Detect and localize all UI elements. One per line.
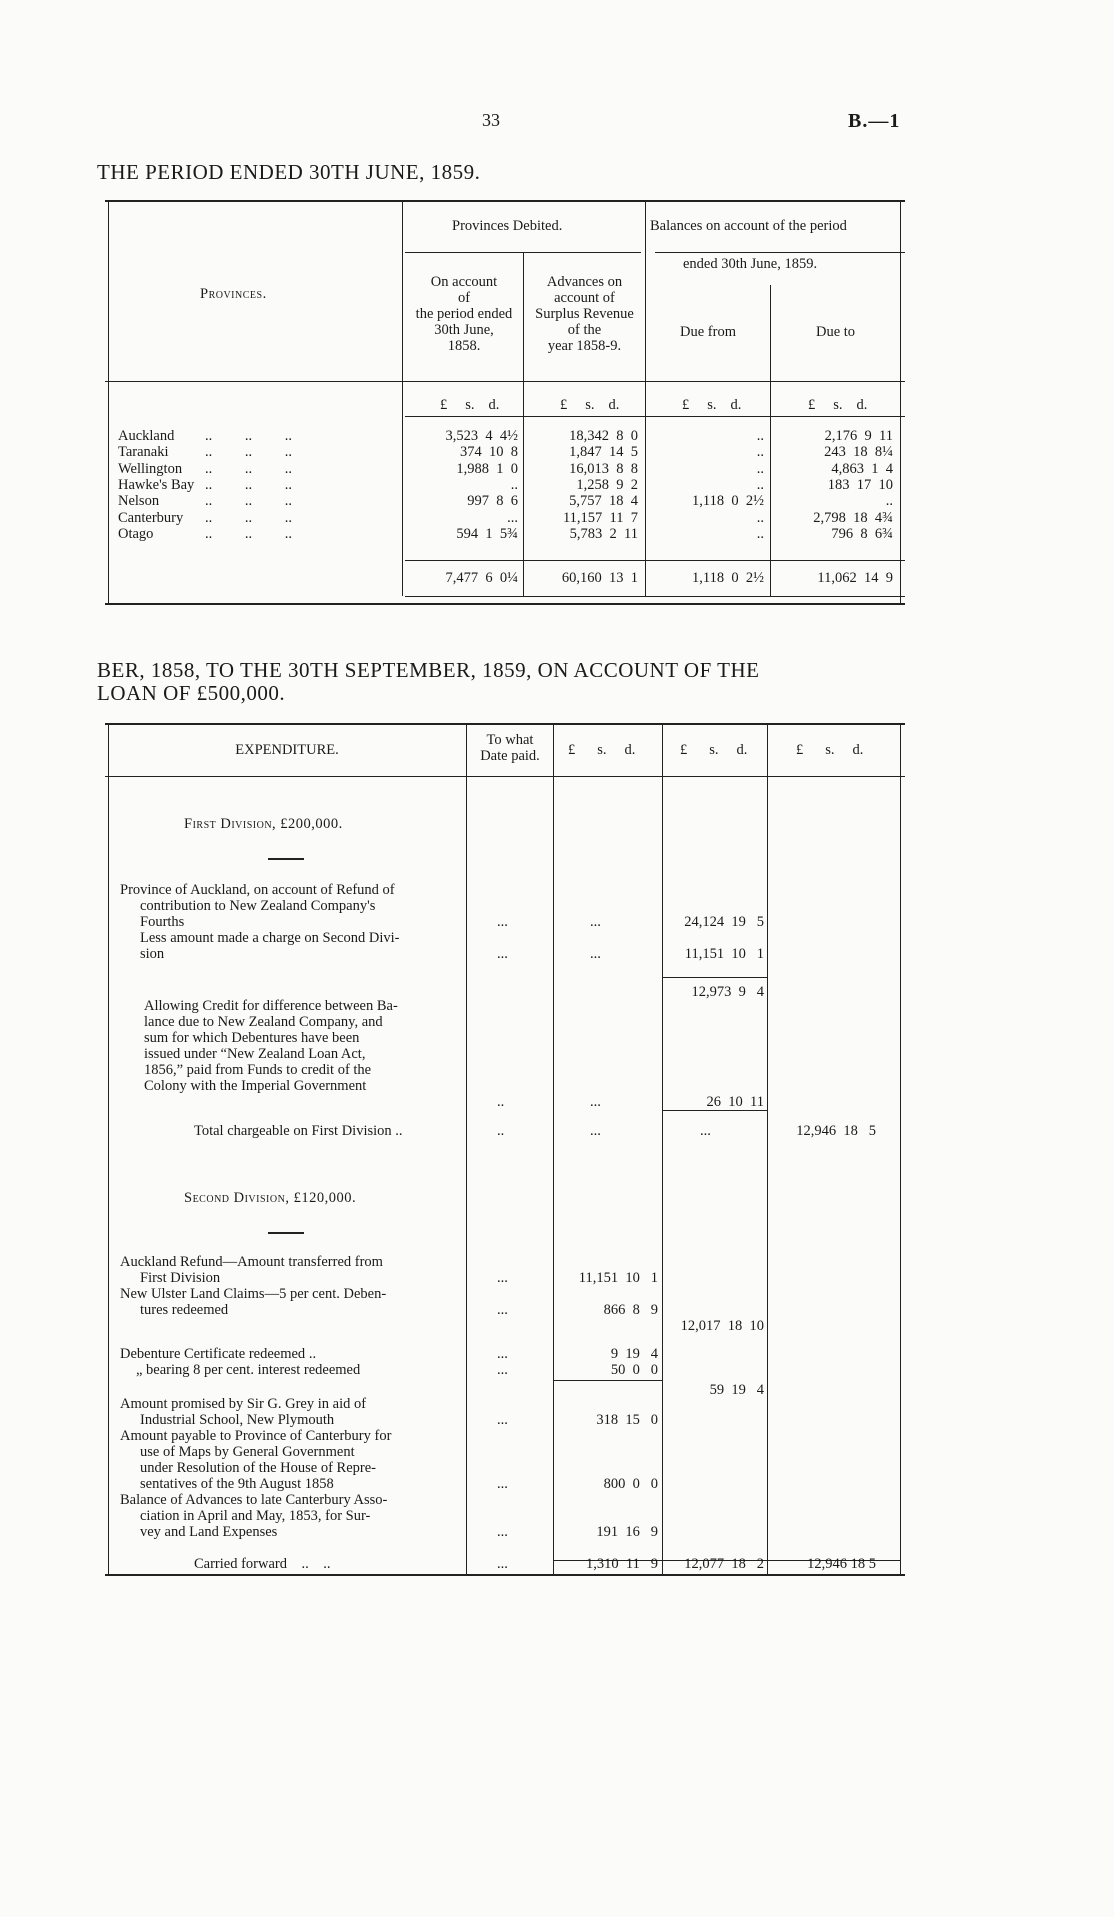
col-due-to-header: Due to [815,324,856,340]
table2-title-line-1: BER, 1858, TO THE 30TH SEPTEMBER, 1859, ON ACCOUNT OF THE [97,658,760,682]
leader-dots: .. .. .. [205,525,292,542]
ellipsis: ... [497,1270,508,1286]
total-cell: 60,160 13 1 [561,570,638,586]
carried-forward-amount-2: 12,077 18 2 [684,1556,764,1572]
province-name: Auckland [118,428,175,444]
entry-8-amount: 50 0 0 [610,1362,658,1378]
province-name: Wellington [118,460,183,477]
ellipsis: ... [497,946,508,962]
entry-3-amount: 26 10 11 [706,1094,764,1110]
ellipsis: ... [590,946,601,962]
ellipsis: ... [590,1123,601,1139]
amount-cell: 5,757 18 4 [569,493,638,510]
entry-5-amount: 11,151 10 1 [578,1270,658,1286]
table1-title: THE PERIOD ENDED 30TH JUNE, 1859. [97,160,481,184]
ellipsis: ... [497,914,508,930]
col-on-account-header: On account of the period ended 30th June, 1858. [415,274,513,354]
amount-cell: 594 1 5¾ [456,525,518,542]
entry-10-amount: 800 0 0 [603,1476,658,1492]
currency-header-7: £ s. d. [796,742,864,758]
col-provinces-header: Provinces. [200,286,267,302]
first-division-heading: First Division, £200,000. [184,816,343,832]
amount-cell: ... [507,509,518,526]
group-balances-header: Balances on account of the period [650,218,847,234]
amount-cell: .. [756,509,764,526]
entry-9: Amount promised by Sir G. Grey in aid of Industrial School, New Plymouth [120,1396,367,1428]
leader-dots: .. .. .. [205,493,292,510]
ellipsis: ... [497,1346,508,1362]
amount-cell: 4,863 1 4 [831,460,893,477]
entry-2-net-amount: 12,973 9 4 [691,984,764,1000]
col-advances-header: Advances on account of Surplus Revenue of the year 1858-9. [535,274,634,354]
ellipsis: ... [700,1123,711,1139]
group-debited-header: Provinces Debited. [452,218,563,234]
amount-cell: .. [510,476,518,493]
carried-forward-amount: 1,310 11 9 [586,1556,658,1572]
entry-2-amount: 11,151 10 1 [684,946,764,962]
entry-6: New Ulster Land Claims—5 per cent. Deben- tures redeemed [120,1286,387,1318]
amount-cell: .. [756,444,764,461]
total-cell: 1,118 0 2½ [692,570,764,586]
entry-8: „ bearing 8 per cent. interest redeemed [136,1362,361,1378]
entry-7-amount: 9 19 4 [610,1346,658,1362]
ellipsis: ... [497,1556,508,1572]
entry-5: Auckland Refund—Amount transferred from First Division [120,1254,383,1286]
subtotal-amount: 59 19 4 [709,1382,764,1398]
entry-4: Total chargeable on First Division .. [194,1123,403,1139]
leader-dots: .. .. .. [205,509,292,526]
entry-2: Less amount made a charge on Second Divi- sion [140,930,400,962]
entry-1-amount: 24,124 19 5 [684,914,764,930]
province-name: Canterbury [118,509,184,526]
amount-cell: 2,798 18 4¾ [813,509,893,526]
ellipsis: ... [497,1302,508,1318]
leader-dots: .. .. .. [205,460,292,477]
currency-header-3: £ s. d. [682,397,742,413]
amount-cell: 1,118 0 2½ [692,493,764,510]
carried-forward-label: Carried forward .. .. [194,1556,331,1572]
col-date-header: To what Date paid. [480,732,540,764]
amount-cell: 374 10 8 [460,444,518,461]
amount-cell: .. [885,493,893,510]
col-expenditure-header: EXPENDITURE. [235,742,339,758]
col-due-from-header: Due from [680,324,736,340]
page-code: B.—1 [848,110,901,132]
ellipsis: .. [497,1094,505,1110]
group-balances-header-2: ended 30th June, 1859. [683,256,818,272]
ellipsis: ... [497,1362,508,1378]
total-cell: 7,477 6 0¼ [445,570,518,586]
table2-title-line-2: LOAN OF £500,000. [97,681,286,705]
amount-cell: 183 17 10 [827,476,893,493]
entry-11-amount: 191 16 9 [596,1524,658,1540]
amount-cell: 18,342 8 0 [569,428,638,444]
amount-cell: 5,783 2 11 [569,525,638,542]
leader-dots: .. .. .. [205,444,292,461]
ellipsis: ... [497,1412,508,1428]
amount-cell: .. [756,525,764,542]
amount-cell: .. [756,476,764,493]
subtotal-amount: 12,017 18 10 [680,1318,764,1334]
currency-header-1: £ s. d. [440,397,500,413]
leader-dots: .. .. .. [205,476,292,493]
ellipsis: ... [497,1476,508,1492]
province-name: Nelson [118,493,160,510]
page-number: 33 [482,110,500,130]
entry-11: Balance of Advances to late Canterbury Asso- ciation in April and May, 1853, for Sur- vey and Land Expenses [120,1492,388,1540]
currency-header-2: £ s. d. [560,397,620,413]
amount-cell: .. [756,460,764,477]
ellipsis: .. [497,1123,505,1139]
entry-6-amount: 866 8 9 [603,1302,658,1318]
entry-7: Debenture Certificate redeemed .. [120,1346,317,1362]
leader-dots: .. .. .. [205,428,292,444]
entry-1: Province of Auckland, on account of Refund of contribution to New Zealand Company's Fourths [120,882,395,930]
province-name: Otago [118,525,154,542]
second-division-heading: Second Division, £120,000. [184,1190,357,1206]
entry-3: Allowing Credit for difference between Ba- lance due to New Zealand Company, and sum for which Debentures have been issued under “New Zealand Loan Act, 1856,” paid from Funds to credit of the Colony with the Imperial Government [144,998,398,1094]
total-cell: 11,062 14 9 [817,570,893,586]
amount-cell: 796 8 6¾ [831,525,893,542]
ellipsis: ... [590,914,601,930]
amount-cell: 2,176 9 11 [824,428,893,444]
amount-cell: 1,847 14 5 [569,444,638,461]
ellipsis: ... [590,1094,601,1110]
amount-cell: 243 18 8¼ [824,444,893,461]
amount-cell: 3,523 4 4½ [445,428,518,444]
amount-cell: 1,988 1 0 [456,460,518,477]
entry-9-amount: 318 15 0 [596,1412,658,1428]
carried-forward-amount-3: 12,946 18 5 [807,1556,876,1572]
entry-10: Amount payable to Province of Canterbury for use of Maps by General Government under Resolution of the House of Repre- sentatives of the 9th August 1858 [120,1428,392,1492]
amount-cell: 997 8 6 [467,493,518,510]
province-name: Hawke's Bay [118,476,195,493]
amount-cell: 1,258 9 2 [576,476,638,493]
amount-cell: 16,013 8 8 [569,460,638,477]
entry-4-amount: 12,946 18 5 [796,1123,876,1139]
ellipsis: ... [497,1524,508,1540]
currency-header-6: £ s. d. [680,742,748,758]
province-name: Taranaki [118,444,169,461]
currency-header-5: £ s. d. [568,742,636,758]
amount-cell: .. [756,428,764,444]
amount-cell: 11,157 11 7 [562,509,638,526]
currency-header-4: £ s. d. [808,397,868,413]
